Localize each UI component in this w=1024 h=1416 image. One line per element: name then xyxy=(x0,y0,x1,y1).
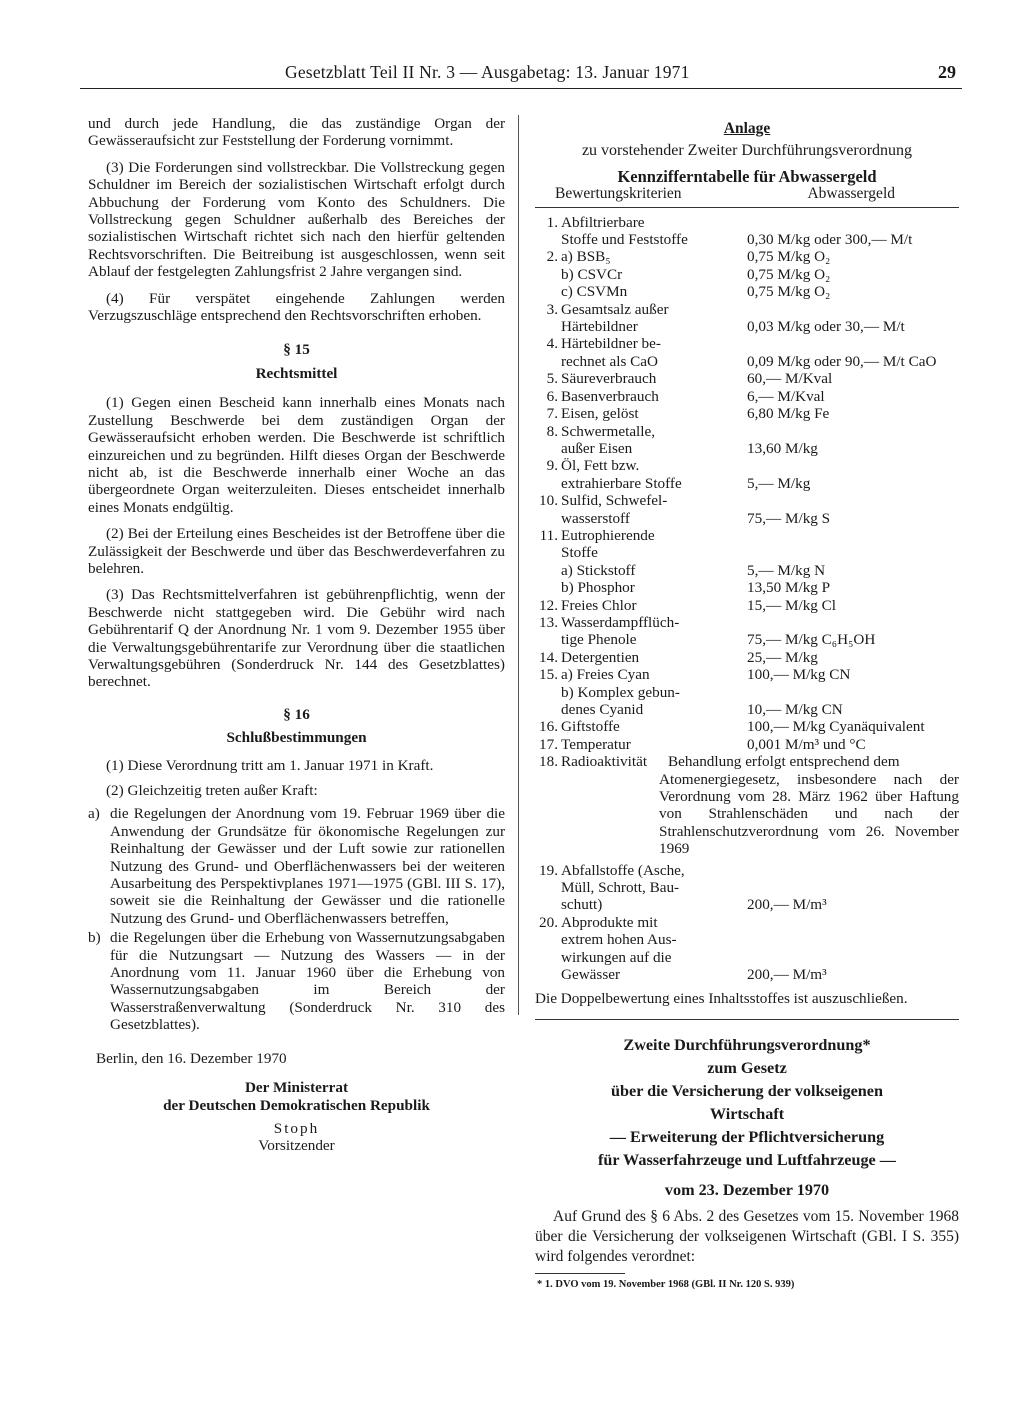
row-criterion: Öl, Fett bzw. xyxy=(561,457,640,475)
footnote-rule xyxy=(535,1273,625,1274)
row-value xyxy=(721,914,959,931)
row-criterion: Basenverbrauch xyxy=(561,387,659,405)
row-criterion: Härtebildner xyxy=(561,318,638,336)
table-row xyxy=(535,579,959,596)
signature-line: Der Ministerrat xyxy=(244,1079,349,1097)
row-criterion: Freies Chlor xyxy=(561,596,637,614)
row-number xyxy=(535,475,561,492)
page-number: 29 xyxy=(938,62,956,82)
row-value xyxy=(721,862,959,879)
row-number: 5. xyxy=(546,370,558,388)
row-number xyxy=(535,684,561,701)
table-row xyxy=(535,214,959,231)
row-criterion: Abprodukte mit xyxy=(561,913,658,931)
row-value: 0,75 M/kg O₂ xyxy=(747,248,831,266)
row-criterion: Stoffe xyxy=(561,544,598,562)
section-title: Rechtsmittel xyxy=(255,364,338,382)
row-criterion: tige Phenole xyxy=(561,631,637,649)
row-value: 0,75 M/kg O₂ xyxy=(747,283,831,301)
row-number xyxy=(535,562,561,579)
row-number: 3. xyxy=(546,300,558,318)
ordinance-title xyxy=(535,1034,959,1172)
row-value: 200,— M/m³ xyxy=(747,896,827,914)
row-criterion: denes Cyanid xyxy=(561,701,644,718)
footnote: * 1. DVO vom 19. November 1968 (GBl. II Nr. 120 S. 939) xyxy=(537,1279,795,1291)
annex-subtitle: zu vorstehender Zweiter Durchführungsverordnung xyxy=(581,142,913,160)
row-value xyxy=(721,492,959,509)
row-number xyxy=(535,879,561,896)
table-row xyxy=(535,301,959,318)
row-number: 17. xyxy=(539,735,558,753)
row-value: 6,— M/Kval xyxy=(747,387,825,405)
row-criterion: Sulfid, Schwefel- xyxy=(561,492,668,510)
table-body xyxy=(535,214,959,754)
row-criterion: Giftstoffe xyxy=(561,718,620,736)
row-criterion: Abfiltrierbare xyxy=(561,213,645,231)
header-rule xyxy=(80,88,962,89)
table-row xyxy=(535,405,959,422)
row-criterion: extrem hohen Aus- xyxy=(561,931,677,949)
row-number: 16. xyxy=(539,718,558,736)
row-value xyxy=(721,879,959,896)
row-value: 5,— M/kg xyxy=(747,474,811,492)
row-value: 75,— M/kg C₆H₅OH xyxy=(747,631,876,649)
row-criterion: rechnet als CaO xyxy=(561,352,658,370)
row-criterion: Härtebildner be- xyxy=(561,335,661,353)
row-value: 0,30 M/kg oder 300,— M/t xyxy=(747,231,913,249)
row-criterion: Stoffe und Feststoffe xyxy=(561,231,688,249)
table-row xyxy=(535,879,959,896)
ordinance-date: vom 23. Dezember 1970 xyxy=(664,1180,830,1199)
row-value xyxy=(721,949,959,966)
table-row xyxy=(535,631,959,648)
row-number xyxy=(535,231,561,248)
row-value xyxy=(721,301,959,318)
row-criterion: extrahierbare Stoffe xyxy=(561,474,682,492)
table-row xyxy=(535,527,959,544)
row-value: 13,60 M/kg xyxy=(747,439,818,457)
paragraph: (1) Diese Verordnung tritt am 1. Januar 1971 in Kraft. xyxy=(106,756,434,774)
row-value: 10,— M/kg CN xyxy=(747,701,843,718)
row-number: 6. xyxy=(546,387,558,405)
row-criterion: Wasserdampfflüch- xyxy=(561,613,680,631)
row-criterion: schutt) xyxy=(561,896,603,914)
paragraph: (2) Gleichzeitig treten außer Kraft: xyxy=(106,782,318,799)
list-label: a) xyxy=(88,805,100,823)
page-header xyxy=(0,58,1024,88)
row-value xyxy=(721,614,959,631)
right-column xyxy=(535,115,959,1294)
row-number xyxy=(535,949,561,966)
row-value: 0,09 M/kg oder 90,— M/t CaO xyxy=(747,352,937,370)
row-number: 11. xyxy=(539,526,558,544)
row-criterion: a) Stickstoff xyxy=(561,561,636,579)
running-header: Gesetzblatt Teil II Nr. 3 — Ausgabetag: 13. Januar 1971 xyxy=(285,62,690,82)
table-row xyxy=(535,914,959,931)
ordinance-title-line: Wirtschaft xyxy=(709,1104,785,1123)
row-number xyxy=(535,701,561,718)
row-number: 14. xyxy=(539,648,558,666)
row-criterion: Abfallstoffe (Asche, xyxy=(561,861,685,879)
row-number xyxy=(535,544,561,561)
paragraph: (3) Das Rechtsmittelverfahren ist gebührenpflichtig, wenn der Beschwerde nicht stattgegeben wird. Die Gebühr wird nach Gebührentarif Q der Anordnung Nr. 1 vom 9. Dezember 1955 über die Verwaltungsgebührentarife zur Verordnung über die staatlichen Verwaltungsgebühren (Sonderdruck Nr. 144 des Gesetzblattes) berechnet. xyxy=(88,586,505,691)
row-criterion: Eutrophierende xyxy=(561,526,655,544)
table-header xyxy=(535,185,959,207)
row-value xyxy=(721,457,959,474)
table-row xyxy=(535,562,959,579)
ordinance-title-line: — Erweiterung der Pflichtversicherung xyxy=(609,1127,885,1146)
list-label: b) xyxy=(88,929,101,947)
row-criterion: b) Komplex gebun- xyxy=(561,683,680,701)
table-row xyxy=(535,318,959,335)
paragraph: (2) Bei der Erteilung eines Bescheides ist der Betroffene über die Zulässigkeit der Beschwerde und über das Beschwerdeverfahren zu belehren. xyxy=(88,525,505,577)
table-row xyxy=(535,335,959,352)
table-title: Kennzifferntabelle für Abwassergeld xyxy=(617,166,877,186)
row-criterion: Schwermetalle, xyxy=(561,422,656,440)
paragraph: (3) Die Forderungen sind vollstreckbar. Die Vollstreckung gegen Schuldner im Bereich der sozialistischen Wirtschaft erfolgt durch Abbuchung der Forderung vom Konto des Schuldners. Die Vollstreckung gegen Schuldner außerhalb des Bereiches der sozialistischen Wirtschaft richtet sich nach den hierfür geltenden Rechtsvorschriften. Die Beitreibung ist ausgeschlossen, wenn seit Ablauf der festgelegten Zahlungsfrist 2 Jahre vergangen sind. xyxy=(88,158,505,281)
row-number xyxy=(535,318,561,335)
table-row xyxy=(535,283,959,300)
signature-block xyxy=(88,1079,505,1155)
row-criterion: Eisen, gelöst xyxy=(561,405,639,423)
table-row xyxy=(535,896,959,913)
table-row xyxy=(535,597,959,614)
row-criterion: a) Freies Cyan xyxy=(561,666,650,684)
table-row xyxy=(535,614,959,631)
table-row xyxy=(535,475,959,492)
row-value: 25,— M/kg xyxy=(747,648,818,666)
table-row xyxy=(535,862,959,879)
table-row xyxy=(535,353,959,370)
row-criterion: b) CSVCr xyxy=(561,265,623,283)
row-value: 15,— M/kg Cl xyxy=(747,596,837,614)
paragraph: und durch jede Handlung, die das zuständige Organ der Gewässeraufsicht zur Feststellung der Forderung vornimmt. xyxy=(88,115,505,150)
row-criterion: Gewässer xyxy=(561,966,621,984)
row-value: 13,50 M/kg P xyxy=(747,579,831,597)
table-row xyxy=(535,266,959,283)
row-value: 60,— M/Kval xyxy=(747,370,833,388)
table-row xyxy=(535,931,959,948)
row-value xyxy=(721,527,959,544)
table-row xyxy=(535,949,959,966)
table-row xyxy=(535,423,959,440)
table-row xyxy=(535,701,959,718)
column-header: Bewertungskriterien xyxy=(555,185,682,203)
row-value-continued: Atomenergiegesetz, insbesondere nach der Verordnung vom 28. März 1962 über Haftung von Strahlenschäden und nach der Strahlenschutzverordnung vom 26. November 1969 xyxy=(659,770,959,858)
table-row xyxy=(535,666,959,683)
row-number xyxy=(535,510,561,527)
table-row xyxy=(535,684,959,701)
row-criterion: c) CSVMn xyxy=(561,283,628,301)
row-criterion: wasserstoff xyxy=(561,509,630,527)
row-value: 100,— M/kg Cyanäquivalent xyxy=(747,718,925,736)
table-row xyxy=(535,544,959,561)
signatory-role: Vorsitzender xyxy=(258,1137,335,1155)
paragraph: (1) Gegen einen Bescheid kann innerhalb eines Monats nach Zustellung Beschwerde bei dem zuständigen Organ der Gewässeraufsicht erhoben werden. Die Beschwerde ist schriftlich einzureichen und zu begründen. Hilft dieses Organ der Beschwerde nicht ab, ist die Beschwerde innerhalb einer Woche an das übergeordnete Organ weiterzuleiten. Dieses entscheidet innerhalb eines Monats endgültig. xyxy=(88,394,505,516)
table-row xyxy=(535,718,959,735)
table-row xyxy=(535,966,959,983)
paragraph: Die Doppelbewertung eines Inhaltsstoffes ist auszuschließen. xyxy=(535,989,908,1007)
list-text: die Regelungen über die Erhebung von Wassernutzungsabgaben für die Nutzungsart — Nutzung des Wassers — in der Anordnung vom 11. Januar 1960 über die Erhebung von Wassernutzungsabgaben im Bereich der Wasserstraßenverwaltung (Sonderdruck Nr. 310 des Gesetzblattes). xyxy=(110,929,505,1034)
row-value xyxy=(721,544,959,561)
ordinance-title-line: Zweite Durchführungsverordnung* xyxy=(623,1035,871,1054)
list-text: die Regelungen der Anordnung vom 19. Februar 1969 über die Anwendung der Grundsätze für ökonomische Regelungen zur Reinhaltung der Gewässer und der Luft sowie zur rationellen Nutzung des Grund- und Oberflächenwassers bei der weiteren Ausarbeitung des Perspektivplanes 1971—1975 (GBl. III S. 17), soweit sie die Reinhaltung der Gewässer und die rationelle Nutzung des Grund- und Oberflächenwassers betreffen, xyxy=(110,805,505,927)
row-value xyxy=(721,931,959,948)
row-criterion: Detergentien xyxy=(561,648,640,666)
section-number: § 16 xyxy=(283,705,310,723)
ordinance-title-line: zum Gesetz xyxy=(707,1058,787,1077)
row-number: 8. xyxy=(546,422,558,440)
paragraph: (4) Für verspätet eingehende Zahlungen werden Verzugszuschläge entsprechend den Rechtsvorschriften erhoben. xyxy=(88,289,505,325)
row-number xyxy=(535,283,561,300)
annex-title: Anlage xyxy=(723,120,771,137)
list-item xyxy=(88,929,505,1033)
list-item xyxy=(88,805,505,927)
row-value xyxy=(721,335,959,352)
signature-line: der Deutschen Demokratischen Republik xyxy=(163,1096,430,1114)
row-number: 19. xyxy=(539,861,558,879)
table-row xyxy=(535,753,959,770)
row-criterion: wirkungen auf die xyxy=(561,948,672,966)
row-criterion: außer Eisen xyxy=(561,439,633,457)
left-column xyxy=(88,115,505,1155)
row-value: 5,— M/kg N xyxy=(747,561,826,579)
section-number: § 15 xyxy=(283,341,310,359)
row-number: 7. xyxy=(546,405,558,423)
row-number: 15. xyxy=(539,666,558,684)
column-header: Abwassergeld xyxy=(807,185,895,203)
table-row xyxy=(535,388,959,405)
row-value: 100,— M/kg CN xyxy=(747,666,851,684)
table-row xyxy=(535,231,959,248)
row-number: 13. xyxy=(539,613,558,631)
ordinance-title-line: für Wasserfahrzeuge und Luftfahrzeuge — xyxy=(598,1150,896,1169)
table-row xyxy=(535,736,959,753)
place-date: Berlin, den 16. Dezember 1970 xyxy=(96,1049,287,1067)
table-row xyxy=(535,510,959,527)
table-row xyxy=(535,370,959,387)
row-number: 20. xyxy=(539,913,558,931)
ordinance-title-line: über die Versicherung der volkseigenen xyxy=(611,1081,883,1100)
row-value xyxy=(721,684,959,701)
row-number: 18. xyxy=(539,753,558,771)
table-row xyxy=(535,248,959,265)
row-number xyxy=(535,266,561,283)
row-number xyxy=(535,896,561,913)
signatory-name: Stoph xyxy=(273,1119,320,1137)
row-criterion: b) Phosphor xyxy=(561,579,635,597)
row-value: 75,— M/kg S xyxy=(747,509,831,527)
row-criterion: a) BSB₅ xyxy=(561,248,611,266)
table-row xyxy=(535,457,959,474)
row-criterion: Müll, Schrott, Bau- xyxy=(561,879,680,897)
row-value: Behandlung erfolgt entsprechend dem xyxy=(668,753,900,771)
row-number: 9. xyxy=(546,457,558,475)
table-row xyxy=(535,492,959,509)
row-criterion: Temperatur xyxy=(561,735,631,753)
row-number xyxy=(535,440,561,457)
row-number: 1. xyxy=(546,213,558,231)
row-criterion: Gesamtsalz außer xyxy=(561,300,669,318)
row-number xyxy=(535,931,561,948)
table-row xyxy=(535,649,959,666)
row-criterion: Radioaktivität xyxy=(561,753,648,771)
table-row xyxy=(535,440,959,457)
paragraph: Auf Grund des § 6 Abs. 2 des Gesetzes vom 15. November 1968 über die Versicherung der volkseigenen Wirtschaft (GBl. I S. 355) wird folgendes verordnet: xyxy=(535,1208,959,1266)
row-value: 200,— M/m³ xyxy=(747,966,827,984)
row-value: 0,001 M/m³ und °C xyxy=(747,735,866,753)
section-title: Schlußbestimmungen xyxy=(226,729,367,747)
section-rule xyxy=(535,1019,959,1020)
row-value: 0,03 M/kg oder 30,— M/t xyxy=(747,318,905,336)
row-criterion: Säureverbrauch xyxy=(561,370,657,388)
row-number: 12. xyxy=(539,596,558,614)
table-body xyxy=(535,862,959,984)
row-number: 2. xyxy=(546,248,558,266)
row-number xyxy=(535,579,561,596)
row-number: 10. xyxy=(539,492,558,510)
row-value: 0,75 M/kg O₂ xyxy=(747,265,831,283)
column-divider xyxy=(518,115,519,1015)
row-value: 6,80 M/kg Fe xyxy=(747,405,830,423)
row-number: 4. xyxy=(546,335,558,353)
row-number xyxy=(535,966,561,983)
row-number xyxy=(535,353,561,370)
row-number xyxy=(535,631,561,648)
row-value xyxy=(721,423,959,440)
row-value xyxy=(721,214,959,231)
